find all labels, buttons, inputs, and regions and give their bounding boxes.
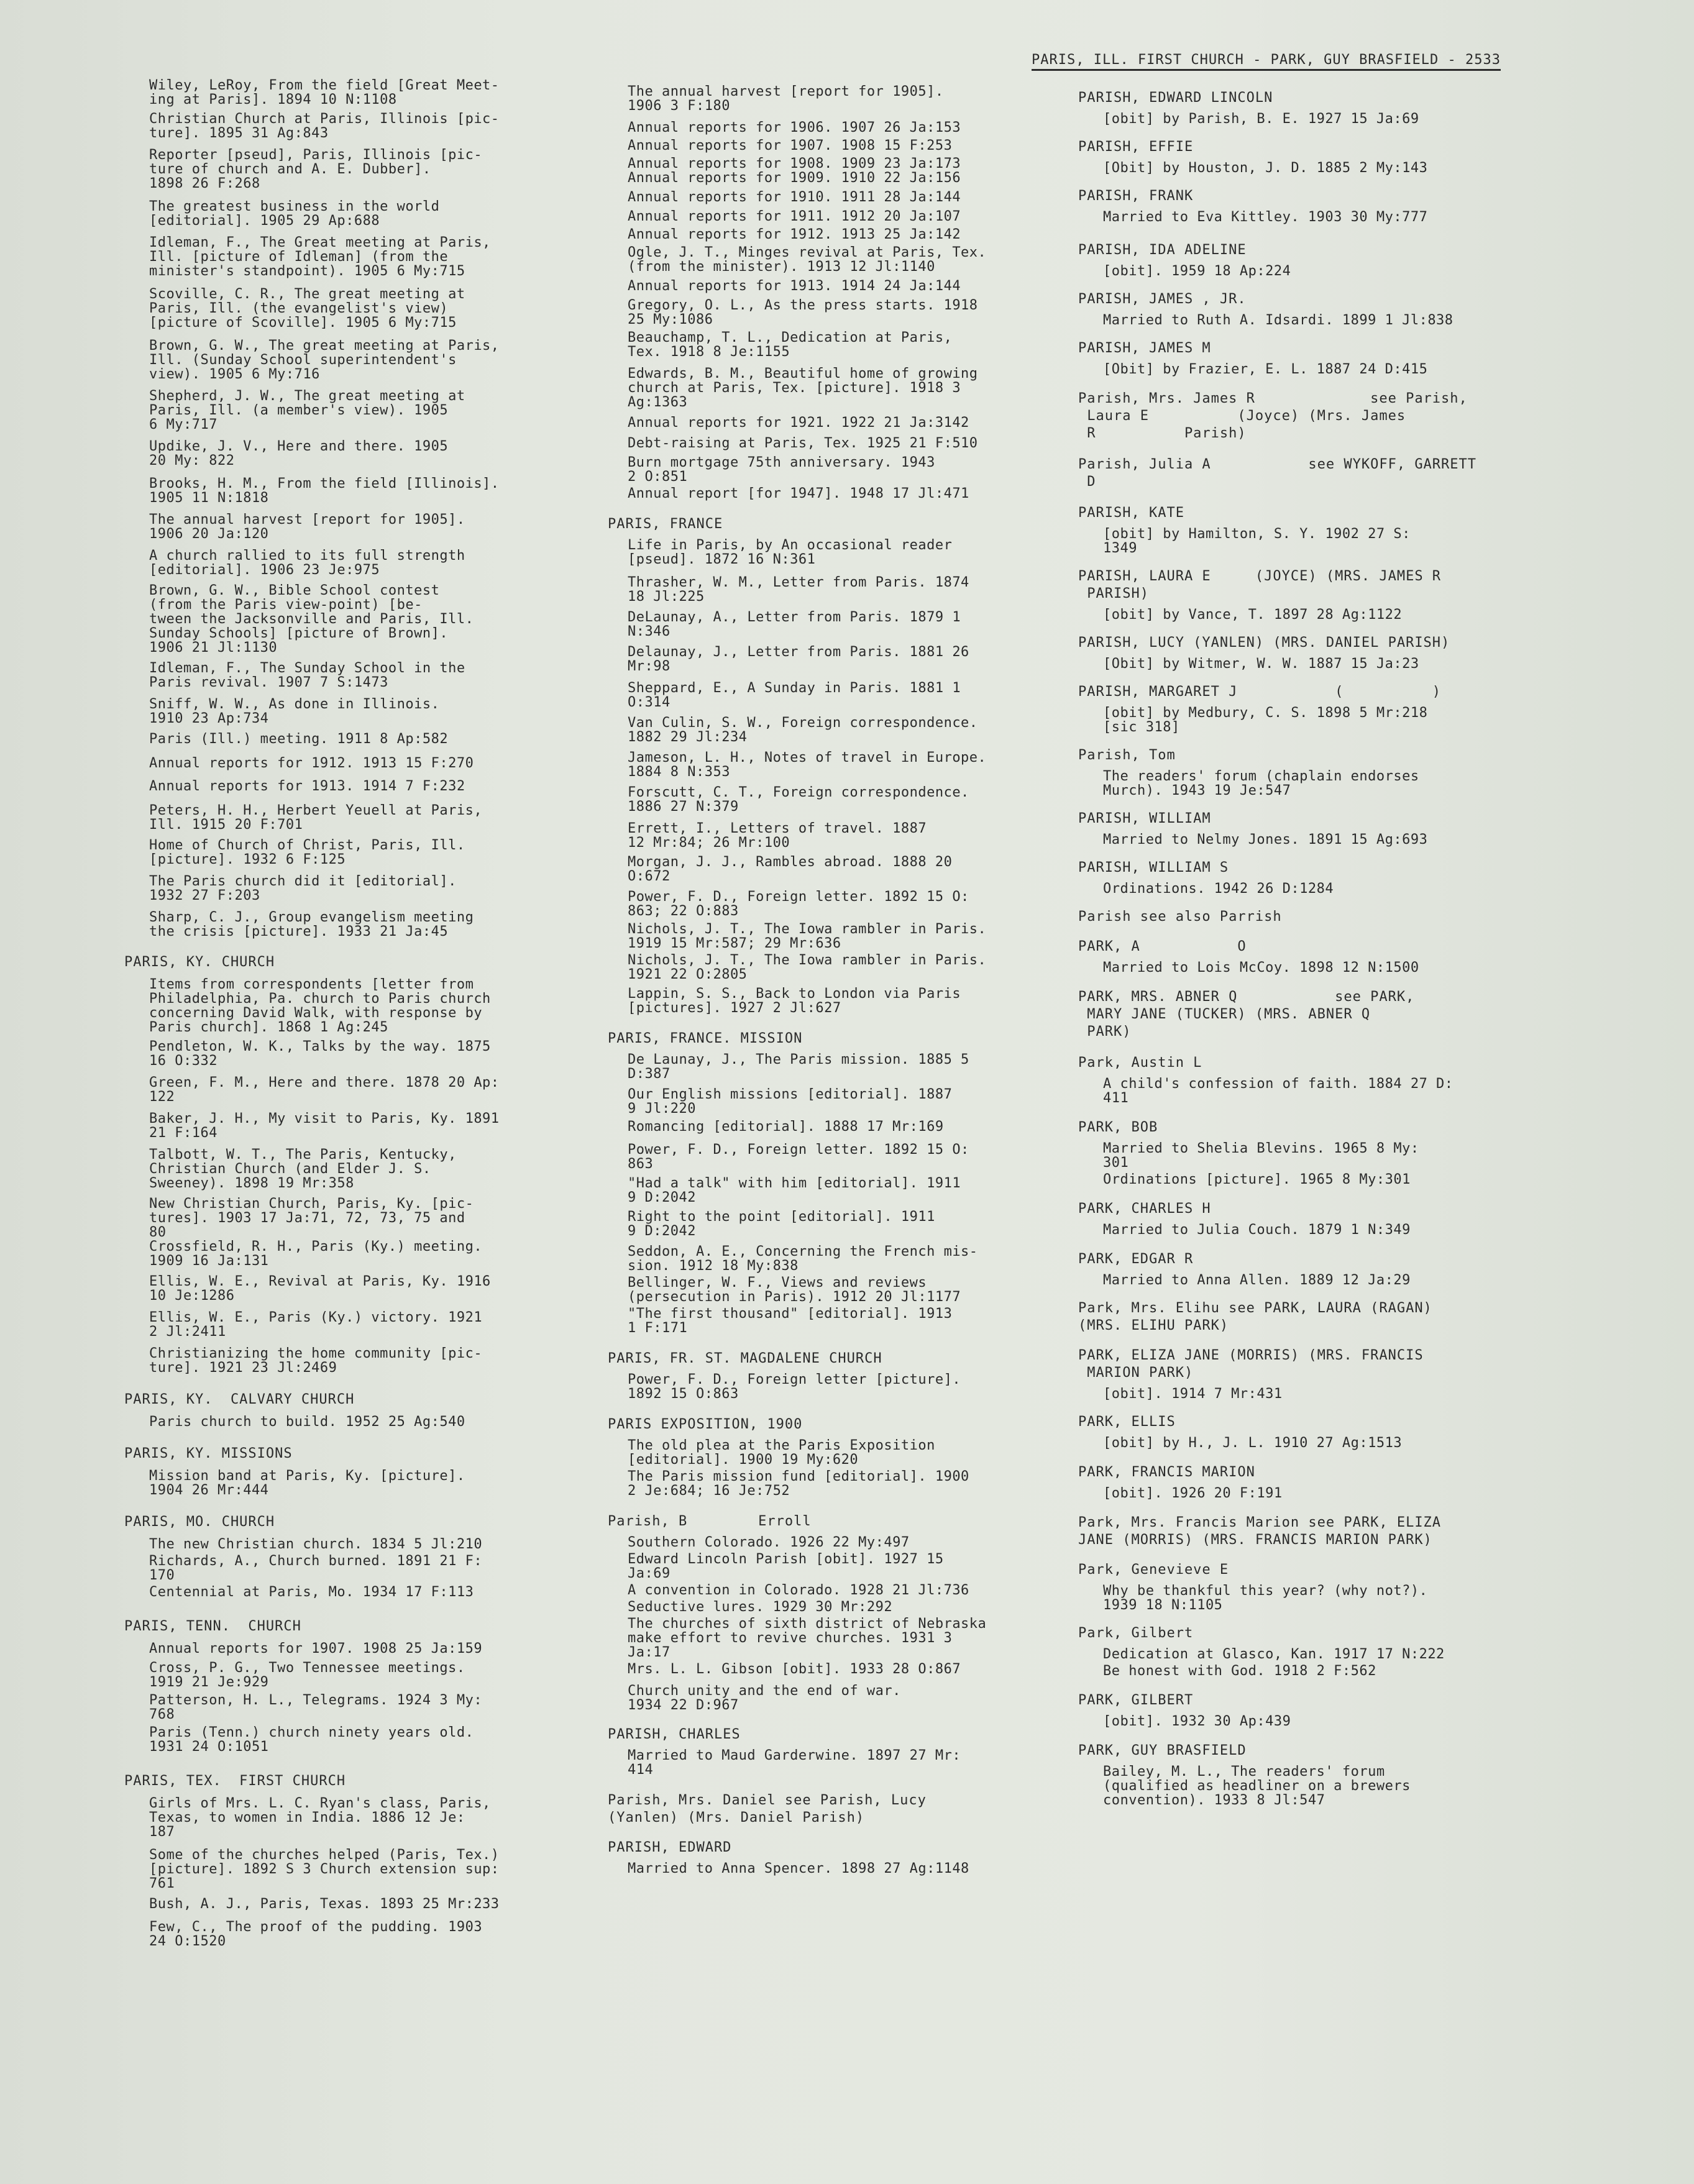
index-entry: New Christian Church, Paris, Ky. [pic- tures]. 1903 17 Ja:71, 72, 73, 75 and 80: [149, 1196, 474, 1240]
index-entry: Brown, G. W., Bible School contest (from the Paris view-point) [be- tween the Jacksonville and Paris, Ill. Sunday Schools] [picture of Brown]. 1906 21 Jl:1130: [149, 583, 474, 656]
index-entry: Idleman, F., The Sunday School in the Paris revival. 1907 7 S:1473: [149, 660, 465, 690]
index-entry: Van Culin, S. W., Foreign correspondence. 1882 29 Jl:234: [628, 715, 978, 745]
index-entry: The Paris church did it [editorial]. 1932 27 F:203: [149, 874, 457, 903]
index-entry: Why be thankful this year? (why not?). 1939 18 N:1105: [1103, 1583, 1428, 1613]
index-entry: [obit]. 1914 7 Mr:431: [1103, 1386, 1283, 1402]
index-entry: Errett, I., Letters of travel. 1887 12 Mr:84; 26 Mr:100: [628, 821, 927, 851]
index-heading: Park, Mrs. Elihu see PARK, LAURA (RAGAN) (MRS. ELIHU PARK): [1078, 1300, 1432, 1333]
index-entry: Annual reports for 1911. 1912 20 Ja:107: [628, 209, 961, 224]
index-entry: Some of the churches helped (Paris, Tex.) [picture]. 1892 S 3 Church extension sup: 761: [149, 1847, 500, 1891]
index-entry: Girls of Mrs. L. C. Ryan's class, Paris, Texas, to women in India. 1886 12 Je: 187: [149, 1796, 491, 1840]
index-entry: Married to Shelia Blevins. 1965 8 My: 301: [1103, 1141, 1419, 1171]
index-heading: PARISH, JAMES , JR.: [1078, 291, 1247, 307]
index-entry: Annual reports for 1913. 1914 7 F:232: [149, 779, 465, 794]
index-entry: Items from correspondents [letter from Philadelphia, Pa. church to Paris church concerning David Walk, with response by Paris church]. 1868 1 Ag:245: [149, 977, 491, 1035]
index-heading: PARIS, TEX. FIRST CHURCH: [124, 1773, 346, 1789]
index-heading: PARISH, WILLIAM: [1078, 811, 1211, 826]
index-heading: PARK, ELIZA JANE (MORRIS) (MRS. FRANCIS MARION PARK): [1078, 1348, 1424, 1381]
index-heading: PARISH, EDWARD LINCOLN: [1078, 90, 1273, 106]
index-entry: Paris church to build. 1952 25 Ag:540: [149, 1414, 465, 1430]
page-header: PARIS, ILL. FIRST CHURCH - PARK, GUY BRASFIELD - 2533: [1032, 52, 1501, 71]
index-entry: Annual reports for 1912. 1913 25 Ja:142: [628, 227, 961, 242]
index-heading: PARK, MRS. ABNER Q see PARK, MARY JANE (TUCKER) (MRS. ABNER Q PARK): [1078, 989, 1415, 1039]
index-entry: Right to the point [editorial]. 1911 9 D:2042: [628, 1209, 935, 1239]
index-heading: PARK, A O: [1078, 939, 1247, 954]
index-heading: PARISH, KATE: [1078, 505, 1184, 521]
index-entry: Paris (Ill.) meeting. 1911 8 Ap:582: [149, 731, 449, 747]
index-entry: [Obit] by Frazier, E. L. 1887 24 D:415: [1103, 362, 1428, 377]
index-entry: Seddon, A. E., Concerning the French mis- sion. 1912 18 My:838: [628, 1244, 978, 1274]
index-entry: [obit] by Vance, T. 1897 28 Ag:1122: [1103, 607, 1403, 623]
index-heading: PARK, BOB: [1078, 1120, 1158, 1135]
index-entry: Cross, P. G., Two Tennessee meetings. 1919 21 Je:929: [149, 1660, 465, 1690]
index-entry: [obit]. 1959 18 Ap:224: [1103, 263, 1291, 279]
index-entry: Married to Anna Allen. 1889 12 Ja:29: [1103, 1272, 1411, 1288]
index-entry: The annual harvest [report for 1905]. 1906 20 Ja:120: [149, 512, 465, 542]
index-entry: Power, F. D., Foreign letter [picture]. 1892 15 O:863: [628, 1372, 961, 1402]
index-entry: Dedication at Glasco, Kan. 1917 17 N:222: [1103, 1647, 1445, 1662]
index-entry: Annual reports for 1912. 1913 15 F:270: [149, 756, 474, 771]
index-entry: Green, F. M., Here and there. 1878 20 Ap: 122: [149, 1075, 500, 1105]
index-entry: The readers' forum (chaplain endorses Murch). 1943 19 Je:547: [1103, 769, 1419, 798]
index-entry: Forscutt, C. T., Foreign correspondence. 1886 27 N:379: [628, 785, 969, 815]
index-heading: PARIS, MO. CHURCH: [124, 1514, 275, 1530]
index-entry: Power, F. D., Foreign letter. 1892 15 O: 863; 22 O:883: [628, 889, 969, 919]
index-entry: Peters, H. H., Herbert Yeuell at Paris, Ill. 1915 20 F:701: [149, 803, 483, 833]
index-entry: Lappin, S. S., Back to London via Paris [pictures]. 1927 2 Jl:627: [628, 986, 961, 1016]
index-entry: Be honest with God. 1918 2 F:562: [1103, 1663, 1376, 1679]
index-entry: Annual reports for 1908. 1909 23 Ja:173: [628, 156, 961, 171]
index-heading: Park, Austin L: [1078, 1055, 1202, 1071]
index-entry: Sharp, C. J., Group evangelism meeting the crisis [picture]. 1933 21 Ja:45: [149, 910, 474, 939]
index-entry: DeLaunay, A., Letter from Paris. 1879 1 N:346: [628, 610, 961, 639]
index-entry: Shepherd, J. W., The great meeting at Paris, Ill. (a member's view). 1905 6 My:717: [149, 388, 465, 432]
index-entry: Jameson, L. H., Notes of travel in Europe. 1884 8 N:353: [628, 750, 987, 780]
index-heading: PARIS, FRANCE. MISSION: [608, 1031, 803, 1046]
index-entry: Our English missions [editorial]. 1887 9 Jl:220: [628, 1087, 953, 1117]
index-heading: PARISH, MARGARET J ( ): [1078, 684, 1442, 700]
index-entry: Annual reports for 1921. 1922 21 Ja:3142: [628, 415, 969, 431]
index-entry: Home of Church of Christ, Paris, Ill. [picture]. 1932 6 F:125: [149, 838, 465, 867]
index-entry: A church rallied to its full strength [editorial]. 1906 23 Je:975: [149, 548, 465, 578]
index-entry: [obit]. 1932 30 Ap:439: [1103, 1714, 1291, 1729]
index-entry: Gregory, O. L., As the press starts. 1918 25 My:1086: [628, 298, 978, 327]
index-entry: The new Christian church. 1834 5 Jl:210: [149, 1537, 483, 1552]
index-entry: Edwards, B. M., Beautiful home of growing church at Paris, Tex. [picture]. 1918 3 Ag:1363: [628, 366, 978, 410]
index-heading: PARK, FRANCIS MARION: [1078, 1464, 1255, 1480]
index-heading: PARIS, TENN. CHURCH: [124, 1619, 301, 1634]
index-entry: Mission band at Paris, Ky. [picture]. 1904 26 Mr:444: [149, 1468, 465, 1498]
index-entry: Seductive lures. 1929 30 Mr:292: [628, 1599, 893, 1615]
index-entry: Wiley, LeRoy, From the field [Great Meet- ing at Paris]. 1894 10 N:1108: [149, 78, 500, 107]
index-heading: PARISH, CHARLES: [608, 1727, 741, 1742]
index-heading: PARIS, KY. CHURCH: [124, 954, 275, 970]
index-entry: Married to Julia Couch. 1879 1 N:349: [1103, 1222, 1411, 1238]
index-entry: Burn mortgage 75th anniversary. 1943 2 O:851: [628, 455, 935, 485]
index-entry: Idleman, F., The Great meeting at Paris, Ill. [picture of Idleman] (from the minister's standpoint). 1905 6 My:715: [149, 235, 491, 279]
index-heading: PARK, ELLIS: [1078, 1414, 1176, 1430]
index-entry: Annual report [for 1947]. 1948 17 Jl:471: [628, 486, 969, 501]
index-heading: PARIS, KY. CALVARY CHURCH: [124, 1392, 355, 1407]
column-right: [1078, 89, 1544, 1807]
index-heading: PARISH, LUCY (YANLEN) (MRS. DANIEL PARISH): [1078, 635, 1450, 651]
index-entry: Baker, J. H., My visit to Paris, Ky. 1891 21 F:164: [149, 1111, 500, 1141]
index-entry: Annual reports for 1910. 1911 28 Ja:144: [628, 190, 961, 205]
index-entry: Nichols, J. T., The Iowa rambler in Paris. 1921 22 O:2805: [628, 953, 987, 982]
index-entry: Morgan, J. J., Rambles abroad. 1888 20 O:672: [628, 854, 953, 884]
index-heading: PARK, CHARLES H: [1078, 1201, 1211, 1217]
index-entry: Bush, A. J., Paris, Texas. 1893 25 Mr:233: [149, 1896, 500, 1912]
index-entry: Sniff, W. W., As done in Illinois. 1910 23 Ap:734: [149, 697, 440, 726]
index-entry: Annual reports for 1909. 1910 22 Ja:156: [628, 170, 961, 186]
index-heading: PARISH, WILLIAM S: [1078, 860, 1229, 875]
index-heading: Park, Gilbert: [1078, 1625, 1194, 1641]
index-entry: Annual reports for 1913. 1914 24 Ja:144: [628, 278, 961, 294]
index-entry: [obit] by H., J. L. 1910 27 Ag:1513: [1103, 1435, 1403, 1451]
index-entry: The annual harvest [report for 1905]. 1906 3 F:180: [628, 84, 944, 114]
index-entry: Married to Maud Garderwine. 1897 27 Mr: 414: [628, 1748, 961, 1778]
column-left: [118, 78, 553, 1949]
index-heading: PARISH, EDWARD: [608, 1840, 732, 1855]
index-entry: Nichols, J. T., The Iowa rambler in Paris. 1919 15 Mr:587; 29 Mr:636: [628, 921, 987, 951]
index-entry: De Launay, J., The Paris mission. 1885 5 D:387: [628, 1052, 969, 1082]
index-entry: Christian Church at Paris, Illinois [pic- ture]. 1895 31 Ag:843: [149, 111, 500, 141]
index-entry: [obit] by Hamilton, S. Y. 1902 27 S: 1349: [1103, 526, 1411, 556]
index-entry: Patterson, H. L., Telegrams. 1924 3 My: 768: [149, 1693, 483, 1722]
index-entry: Church unity and the end of war. 1934 22 D:967: [628, 1683, 901, 1713]
index-heading: Park, Mrs. Francis Marion see PARK, ELIZA JANE (MORRIS) (MRS. FRANCIS MARION PARK): [1078, 1515, 1442, 1548]
index-entry: Bellinger, W. F., Views and reviews (persecution in Paris). 1912 20 Jl:1177: [628, 1275, 961, 1305]
index-heading: Parish, Tom: [1078, 747, 1176, 763]
index-entry: Married to Eva Kittley. 1903 30 My:777: [1103, 209, 1428, 225]
column-middle: [603, 85, 1032, 1876]
index-entry: A child's confession of faith. 1884 27 D: 411: [1103, 1076, 1454, 1106]
index-entry: Married to Ruth A. Idsardi. 1899 1 Jl:838: [1103, 313, 1454, 328]
index-entry: Updike, J. V., Here and there. 1905 20 My: 822: [149, 439, 449, 468]
index-heading: Parish, B Erroll: [608, 1514, 812, 1529]
index-entry: Married to Nelmy Jones. 1891 15 Ag:693: [1103, 832, 1428, 848]
index-entry: Life in Paris, by An occasional reader [pseud]. 1872 16 N:361: [628, 537, 953, 567]
index-entry: The greatest business in the world [editorial]. 1905 29 Ap:688: [149, 199, 440, 229]
index-heading: Park, Genevieve E: [1078, 1562, 1229, 1578]
index-entry: Annual reports for 1907. 1908 25 Ja:159: [149, 1641, 483, 1656]
index-entry: Southern Colorado. 1926 22 My:497: [628, 1535, 910, 1550]
index-heading: Parish, Mrs. James R see Parish, Laura E (Joyce) (Mrs. James R Parish): [1078, 391, 1468, 441]
index-heading: PARISH, EFFIE: [1078, 139, 1194, 155]
index-entry: Richards, A., Church burned. 1891 21 F: 170: [149, 1553, 483, 1583]
index-heading: Parish, Mrs. Daniel see Parish, Lucy (Yanlen) (Mrs. Daniel Parish): [608, 1793, 927, 1825]
index-entry: [obit]. 1926 20 F:191: [1103, 1486, 1283, 1501]
index-heading: Parish, Julia A see WYKOFF, GARRETT D: [1078, 457, 1477, 490]
index-entry: "The first thousand" [editorial]. 1913 1 F:171: [628, 1306, 953, 1336]
index-entry: Beauchamp, T. L., Dedication at Paris, Tex. 1918 8 Je:1155: [628, 330, 953, 360]
index-heading: PARISH, JAMES M: [1078, 340, 1211, 356]
index-entry: Mrs. L. L. Gibson [obit]. 1933 28 O:867: [628, 1661, 961, 1677]
index-heading: PARISH, FRANK: [1078, 188, 1194, 204]
index-entry: Married to Lois McCoy. 1898 12 N:1500: [1103, 960, 1419, 975]
index-entry: The churches of sixth district of Nebraska make effort to revive churches. 1931 3 Ja:17: [628, 1616, 987, 1660]
index-heading: Parish see also Parrish: [1078, 909, 1282, 925]
index-entry: Brooks, H. M., From the field [Illinois]. 1905 11 N:1818: [149, 476, 500, 506]
index-entry: Married to Anna Spencer. 1898 27 Ag:1148: [628, 1861, 969, 1876]
index-heading: PARIS, FRANCE: [608, 516, 723, 532]
index-entry: A convention in Colorado. 1928 21 Jl:736: [628, 1583, 969, 1598]
index-entry: Centennial at Paris, Mo. 1934 17 F:113: [149, 1584, 474, 1600]
index-entry: [obit] by Medbury, C. S. 1898 5 Mr:218 [sic 318]: [1103, 705, 1428, 735]
index-heading: PARIS EXPOSITION, 1900: [608, 1417, 803, 1432]
index-entry: Ordinations. 1942 26 D:1284: [1103, 881, 1334, 897]
index-entry: Few, C., The proof of the pudding. 1903 24 O:1520: [149, 1919, 483, 1949]
index-entry: Talbott, W. T., The Paris, Kentucky, Christian Church (and Elder J. S. Sweeney). 1898 19 Mr:358: [149, 1147, 457, 1191]
index-heading: PARK, GUY BRASFIELD: [1078, 1743, 1247, 1758]
index-entry: The old plea at the Paris Exposition [editorial]. 1900 19 My:620: [628, 1438, 935, 1468]
index-entry: Bailey, M. L., The readers' forum (qualified as headliner on a brewers convention). 1933 8 Jl:547: [1103, 1764, 1411, 1808]
index-heading: PARISH, IDA ADELINE: [1078, 242, 1247, 258]
index-entry: [Obit] by Witmer, W. W. 1887 15 Ja:23: [1103, 656, 1419, 672]
index-entry: Ogle, J. T., Minges revival at Paris, Tex. (from the minister). 1913 12 Jl:1140: [628, 245, 987, 275]
index-entry: Edward Lincoln Parish [obit]. 1927 15 Ja:69: [628, 1551, 944, 1581]
index-entry: Romancing [editorial]. 1888 17 Mr:169: [628, 1119, 944, 1135]
index-entry: Crossfield, R. H., Paris (Ky.) meeting. 1909 16 Ja:131: [149, 1239, 483, 1269]
index-entry: "Had a talk" with him [editorial]. 1911 9 D:2042: [628, 1176, 961, 1205]
index-entry: Annual reports for 1907. 1908 15 F:253: [628, 138, 953, 153]
index-entry: Annual reports for 1906. 1907 26 Ja:153: [628, 120, 961, 135]
index-entry: The Paris mission fund [editorial]. 1900 2 Je:684; 16 Je:752: [628, 1469, 969, 1499]
index-entry: Pendleton, W. K., Talks by the way. 1875 16 O:332: [149, 1039, 491, 1069]
index-entry: Ellis, W. E., Paris (Ky.) victory. 1921 2 Jl:2411: [149, 1310, 483, 1340]
index-entry: Power, F. D., Foreign letter. 1892 15 O: 863: [628, 1142, 969, 1172]
index-entry: [Obit] by Houston, J. D. 1885 2 My:143: [1103, 160, 1428, 176]
index-entry: Thrasher, W. M., Letter from Paris. 1874 18 Jl:225: [628, 575, 969, 605]
index-entry: Ellis, W. E., Revival at Paris, Ky. 1916 10 Je:1286: [149, 1274, 491, 1304]
index-entry: Ordinations [picture]. 1965 8 My:301: [1103, 1172, 1411, 1187]
index-entry: Delaunay, J., Letter from Paris. 1881 26 Mr:98: [628, 644, 969, 674]
index-entry: [obit] by Parish, B. E. 1927 15 Ja:69: [1103, 111, 1419, 127]
index-heading: PARK, EDGAR R: [1078, 1251, 1194, 1267]
index-heading: PARK, GILBERT: [1078, 1693, 1194, 1708]
index-entry: Brown, G. W., The great meeting at Paris, Ill. (Sunday School superintendent's view). 1905 6 My:716: [149, 338, 500, 382]
index-entry: Reporter [pseud], Paris, Illinois [pic- ture of church and A. E. Dubber]. 1898 26 F:268: [149, 147, 483, 191]
index-entry: Sheppard, E., A Sunday in Paris. 1881 1 O:314: [628, 680, 961, 710]
index-entry: Christianizing the home community [pic- ture]. 1921 23 Jl:2469: [149, 1346, 483, 1376]
index-heading: PARIS, KY. MISSIONS: [124, 1446, 293, 1461]
index-entry: Paris (Tenn.) church ninety years old. 1931 24 O:1051: [149, 1725, 474, 1755]
index-heading: PARISH, LAURA E (JOYCE) (MRS. JAMES R PARISH): [1078, 569, 1442, 601]
index-heading: PARIS, FR. ST. MAGDALENE CHURCH: [608, 1351, 882, 1366]
index-entry: Debt-raising at Paris, Tex. 1925 21 F:510: [628, 436, 978, 451]
index-entry: Scoville, C. R., The great meeting at Paris, Ill. (the evangelist's view) [picture of Scoville]. 1905 6 My:715: [149, 286, 465, 331]
